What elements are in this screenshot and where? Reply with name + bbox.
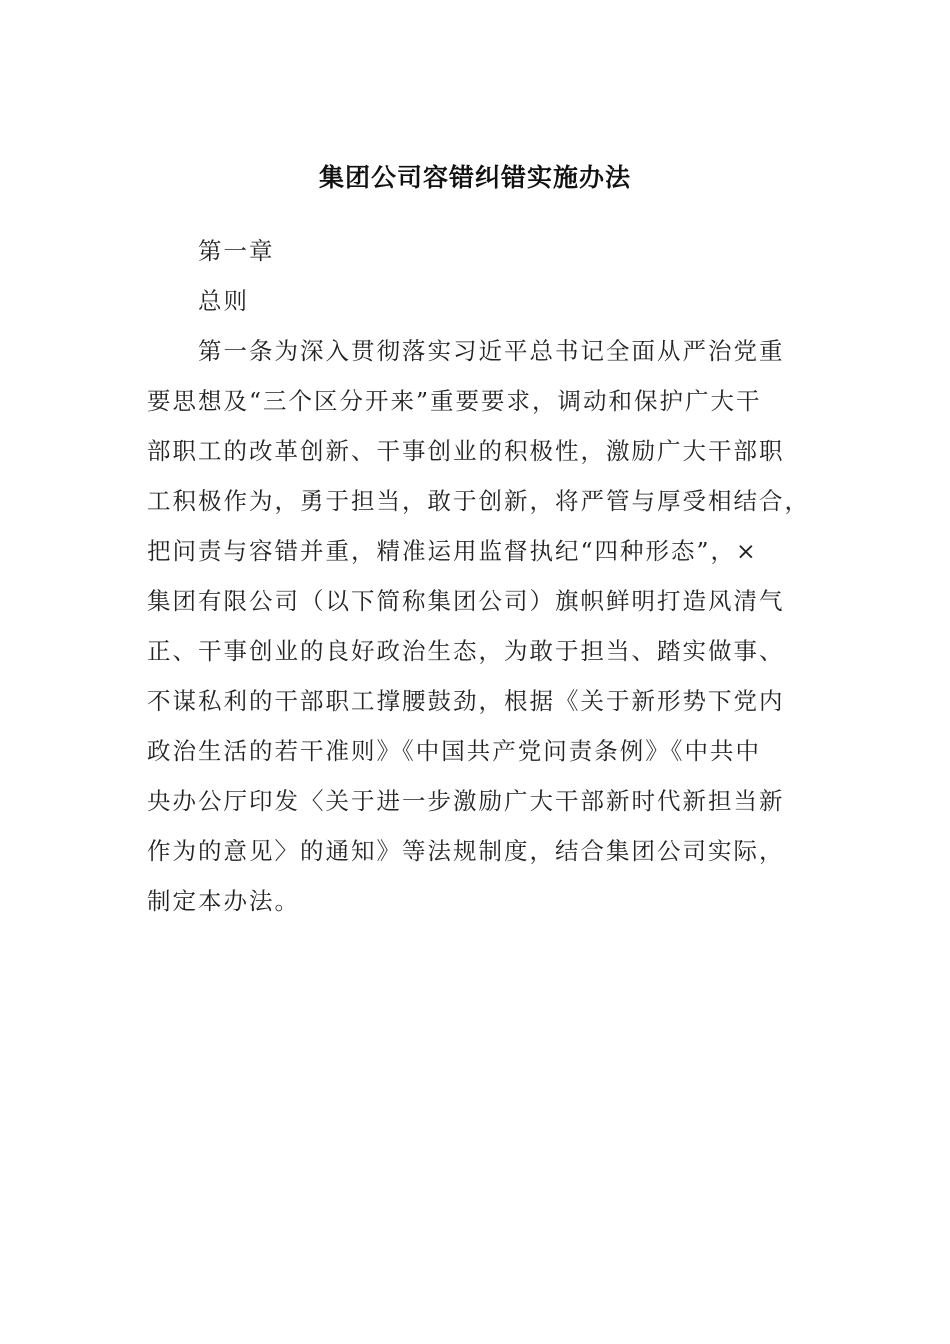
chapter-heading: 第一章 bbox=[198, 237, 275, 265]
article-line: 工积极作为，勇于担当，敢于创新，将严管与厚受相结合， bbox=[147, 487, 810, 515]
article-line: 不谋私利的干部职工撑腰鼓劲，根据《关于新形势下党内 bbox=[147, 687, 785, 715]
article-line: 制定本办法。 bbox=[147, 887, 300, 915]
article-line: 作为的意见〉的通知》等法规制度，结合集团公司实际， bbox=[147, 837, 785, 865]
article-line: 政治生活的若干准则》《中国共产党问责条例》《中共中 bbox=[147, 737, 761, 765]
article-line: 部职工的改革创新、干事创业的积极性，激励广大干部职 bbox=[147, 437, 785, 465]
article-line: 正、干事创业的良好政治生态，为敢于担当、踏实做事、 bbox=[147, 637, 785, 665]
article-line: 要思想及“三个区分开来”重要要求，调动和保护广大干 bbox=[147, 387, 762, 415]
article-line: 第一条为深入贯彻落实习近平总书记全面从严治党重 bbox=[198, 337, 785, 365]
section-heading: 总则 bbox=[198, 287, 249, 315]
article-line: 央办公厅印发〈关于进一步激励广大干部新时代新担当新 bbox=[147, 787, 785, 815]
article-line: 把问责与容错并重，精准运用监督执纪“四种形态”，× bbox=[147, 537, 758, 565]
document-title: 集团公司容错纠错实施办法 bbox=[318, 163, 631, 192]
article-line: 集团有限公司（以下简称集团公司）旗帜鲜明打造风清气 bbox=[147, 587, 785, 615]
